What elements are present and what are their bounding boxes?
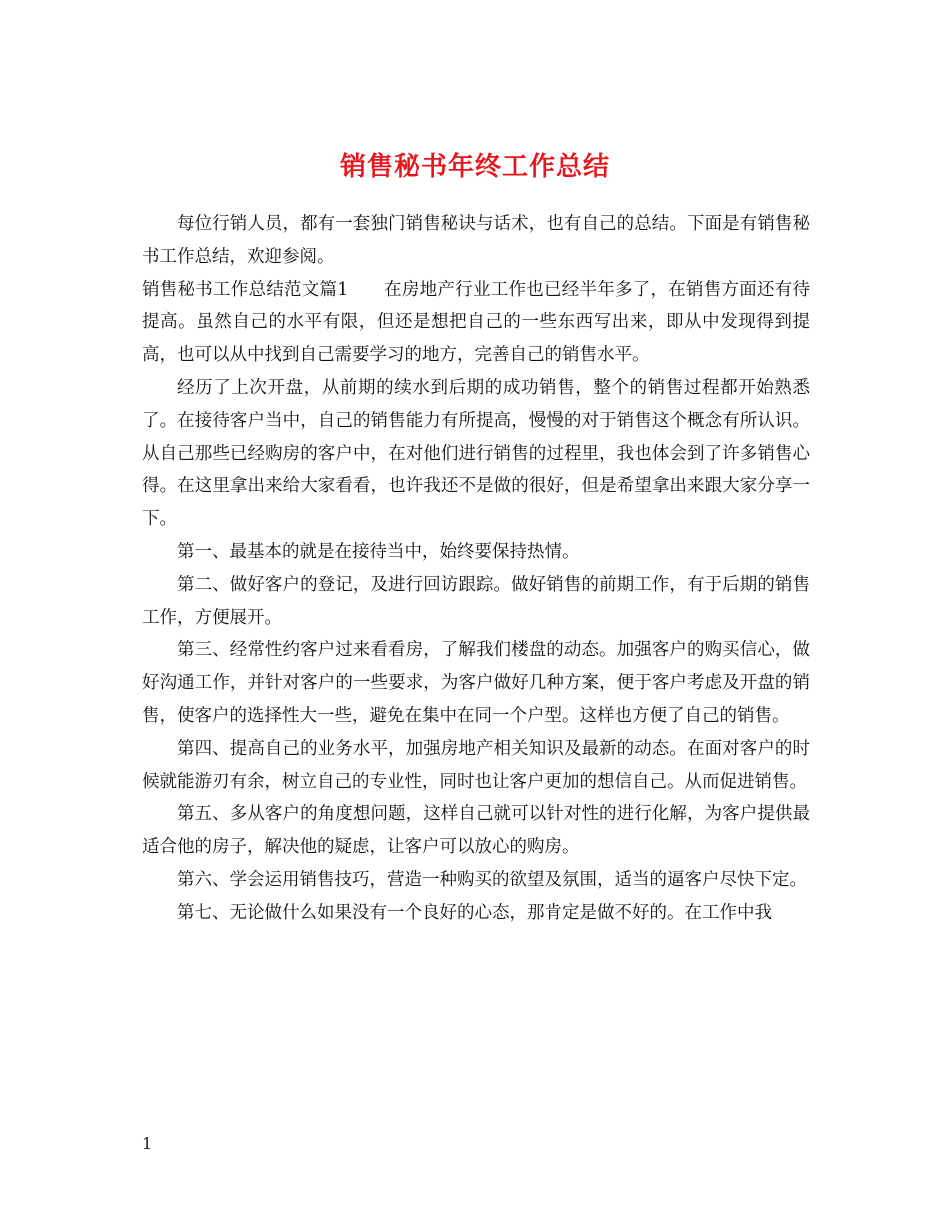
paragraph-intro: 每位行销人员，都有一套独门销售秘诀与话术，也有自己的总结。下面是有销售秘书工作总结，欢迎参阅。	[142, 214, 810, 267]
paragraph-point-4: 第四、提高自己的业务水平，加强房地产相关知识及最新的动态。在面对客户的时候就能游刃有余，树立自己的专业性，同时也让客户更加的想信自己。从而促进销售。	[142, 738, 810, 792]
page-number: 1	[142, 1134, 153, 1153]
paragraph-point-3: 第三、经常性约客户过来看看房，了解我们楼盘的动态。加强客户的购买信心，做好沟通工作，并针对客户的一些要求，为客户做好几种方案，便于客户考虑及开盘的销售，使客户的选择性大一些，避免在集中在同一个户型。这样也方便了自己的销售。	[142, 640, 810, 726]
paragraph-sample-heading: 销售秘书工作总结范文篇1 在房地产行业工作也已经半年多了，在销售方面还有待提高。虽然自己的水平有限，但还是想把自己的一些东西写出来，即从中发现得到提高，也可以从中找到自己需要学习的地方，完善自己的销售水平。	[142, 279, 810, 366]
paragraph-point-1: 第一、最基本的就是在接待当中，始终要保持热情。	[177, 541, 580, 562]
paragraph-point-7: 第七、无论做什么如果没有一个良好的心态，那肯定是做不好的。在工作中我	[177, 902, 772, 923]
paragraph-point-5: 第五、多从客户的角度想问题，这样自己就可以针对性的进行化解，为客户提供最适合他的房子，解决他的疑虑，让客户可以放心的购房。	[142, 804, 810, 858]
paragraph-point-6: 第六、学会运用销售技巧，营造一种购买的欲望及氛围，适当的逼客户尽快下定。	[177, 869, 807, 890]
paragraph-point-2: 第二、做好客户的登记，及进行回访跟踪。做好销售的前期工作，有于后期的销售工作，方便展开。	[142, 574, 810, 628]
page-title: 销售秘书年终工作总结	[339, 152, 610, 183]
document-body	[142, 208, 810, 930]
paragraph-experience: 经历了上次开盘，从前期的续水到后期的成功销售，整个的销售过程都开始熟悉了。在接待客户当中，自己的销售能力有所提高，慢慢的对于销售这个概念有所认识。从自己那些已经购房的客户中，在对他们进行销售的过程里，我也体会到了许多销售心得。在这里拿出来给大家看看，也许我还不是做的很好，但是希望拿出来跟大家分享一下。	[142, 377, 810, 530]
